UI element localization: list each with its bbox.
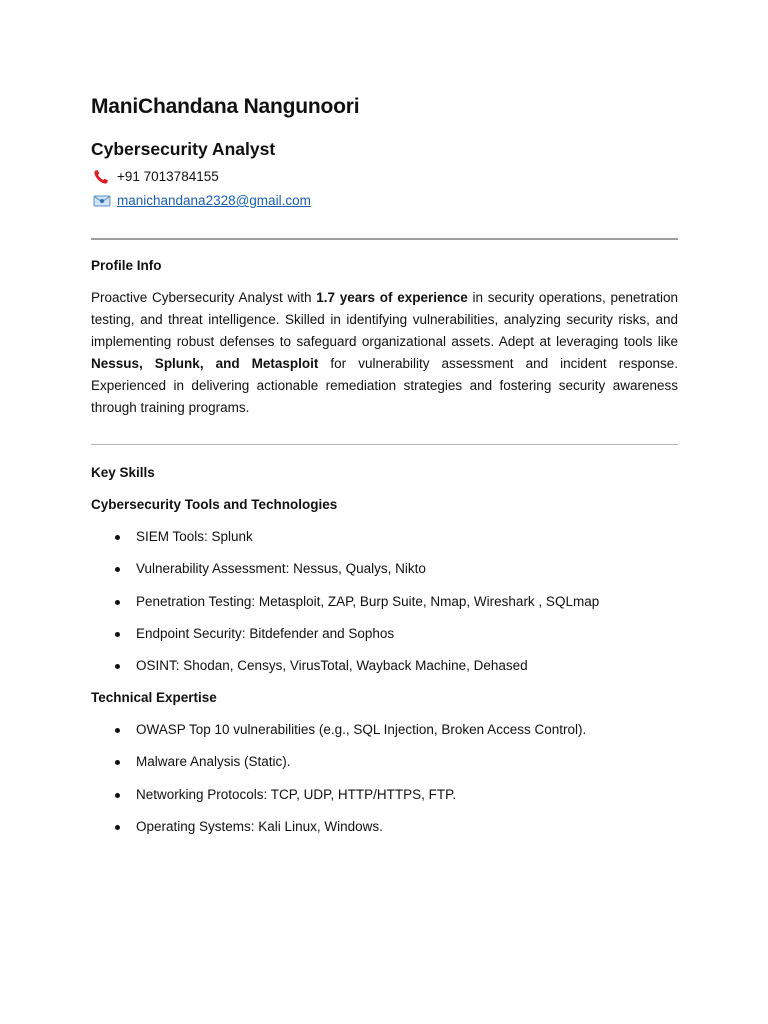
profile-text-part: in security operations, penetration testing, and threat intelligence. Skilled in identifying vulnerabilities, analyzing security risks, and implementing robust defenses to safeguard organizational assets. Adept at leveraging tools like — [91, 290, 679, 349]
bullet-icon — [115, 567, 120, 572]
phone-icon — [93, 169, 111, 185]
profile-bold-tools: Nessus, Splunk, and Metasploit — [91, 356, 319, 371]
phone-number: +91 7013784155 — [117, 169, 219, 184]
list-item — [91, 625, 678, 657]
section-divider — [91, 238, 678, 240]
list-item-text: SIEM Tools: Splunk — [136, 529, 253, 544]
list-item — [91, 528, 678, 560]
profile-summary — [91, 287, 678, 419]
section-divider — [91, 444, 678, 445]
email-icon — [93, 193, 111, 209]
job-title: Cybersecurity Analyst — [91, 139, 276, 159]
list-item — [91, 657, 678, 689]
candidate-name: ManiChandana Nangunoori — [91, 95, 360, 118]
bullet-icon — [115, 600, 120, 605]
list-item-text: Penetration Testing: Metasploit, ZAP, Burp Suite, Nmap, Wireshark , SQLmap — [136, 593, 600, 609]
list-item — [91, 593, 678, 625]
list-item — [91, 786, 678, 818]
technical-expertise-heading: Technical Expertise — [91, 690, 217, 705]
profile-text-part: for vulnerability assessment and incident response. Experienced in delivering actionable remediation strategies and fostering security awareness through training programs. — [91, 356, 678, 415]
tools-list — [91, 528, 678, 689]
expertise-list — [91, 721, 678, 850]
bullet-icon — [115, 825, 120, 830]
tools-heading: Cybersecurity Tools and Technologies — [91, 497, 338, 512]
list-item — [91, 818, 678, 850]
phone-row — [91, 168, 219, 186]
bullet-icon — [115, 728, 120, 733]
list-item-text: Vulnerability Assessment: Nessus, Qualys, Nikto — [136, 561, 426, 577]
list-item-text: Endpoint Security: Bitdefender and Sophos — [136, 625, 395, 641]
list-item-text: Networking Protocols: TCP, UDP, HTTP/HTTPS, FTP. — [136, 786, 457, 802]
list-item-text: Malware Analysis (Static). — [136, 754, 291, 770]
list-item — [91, 560, 678, 592]
email-link[interactable]: manichandana2328@gmail.com — [117, 193, 311, 208]
bullet-icon — [115, 632, 120, 637]
list-item-text: Operating Systems: Kali Linux, Windows. — [136, 818, 383, 834]
bullet-icon — [115, 760, 120, 765]
bullet-icon — [115, 793, 120, 798]
profile-text-part: Proactive Cybersecurity Analyst with — [91, 290, 317, 305]
bullet-icon — [115, 664, 120, 669]
profile-bold-experience: 1.7 years of experience — [316, 290, 468, 305]
bullet-icon — [115, 535, 120, 540]
list-item-text: OWASP Top 10 vulnerabilities (e.g., SQL Injection, Broken Access Control). — [136, 722, 587, 737]
profile-heading: Profile Info — [91, 258, 162, 273]
list-item-text: OSINT: Shodan, Censys, VirusTotal, Wayback Machine, Dehased — [136, 658, 528, 674]
list-item — [91, 753, 678, 785]
resume-page — [91, 92, 679, 834]
email-row — [91, 192, 311, 210]
list-item — [91, 721, 678, 753]
key-skills-heading: Key Skills — [91, 465, 155, 480]
